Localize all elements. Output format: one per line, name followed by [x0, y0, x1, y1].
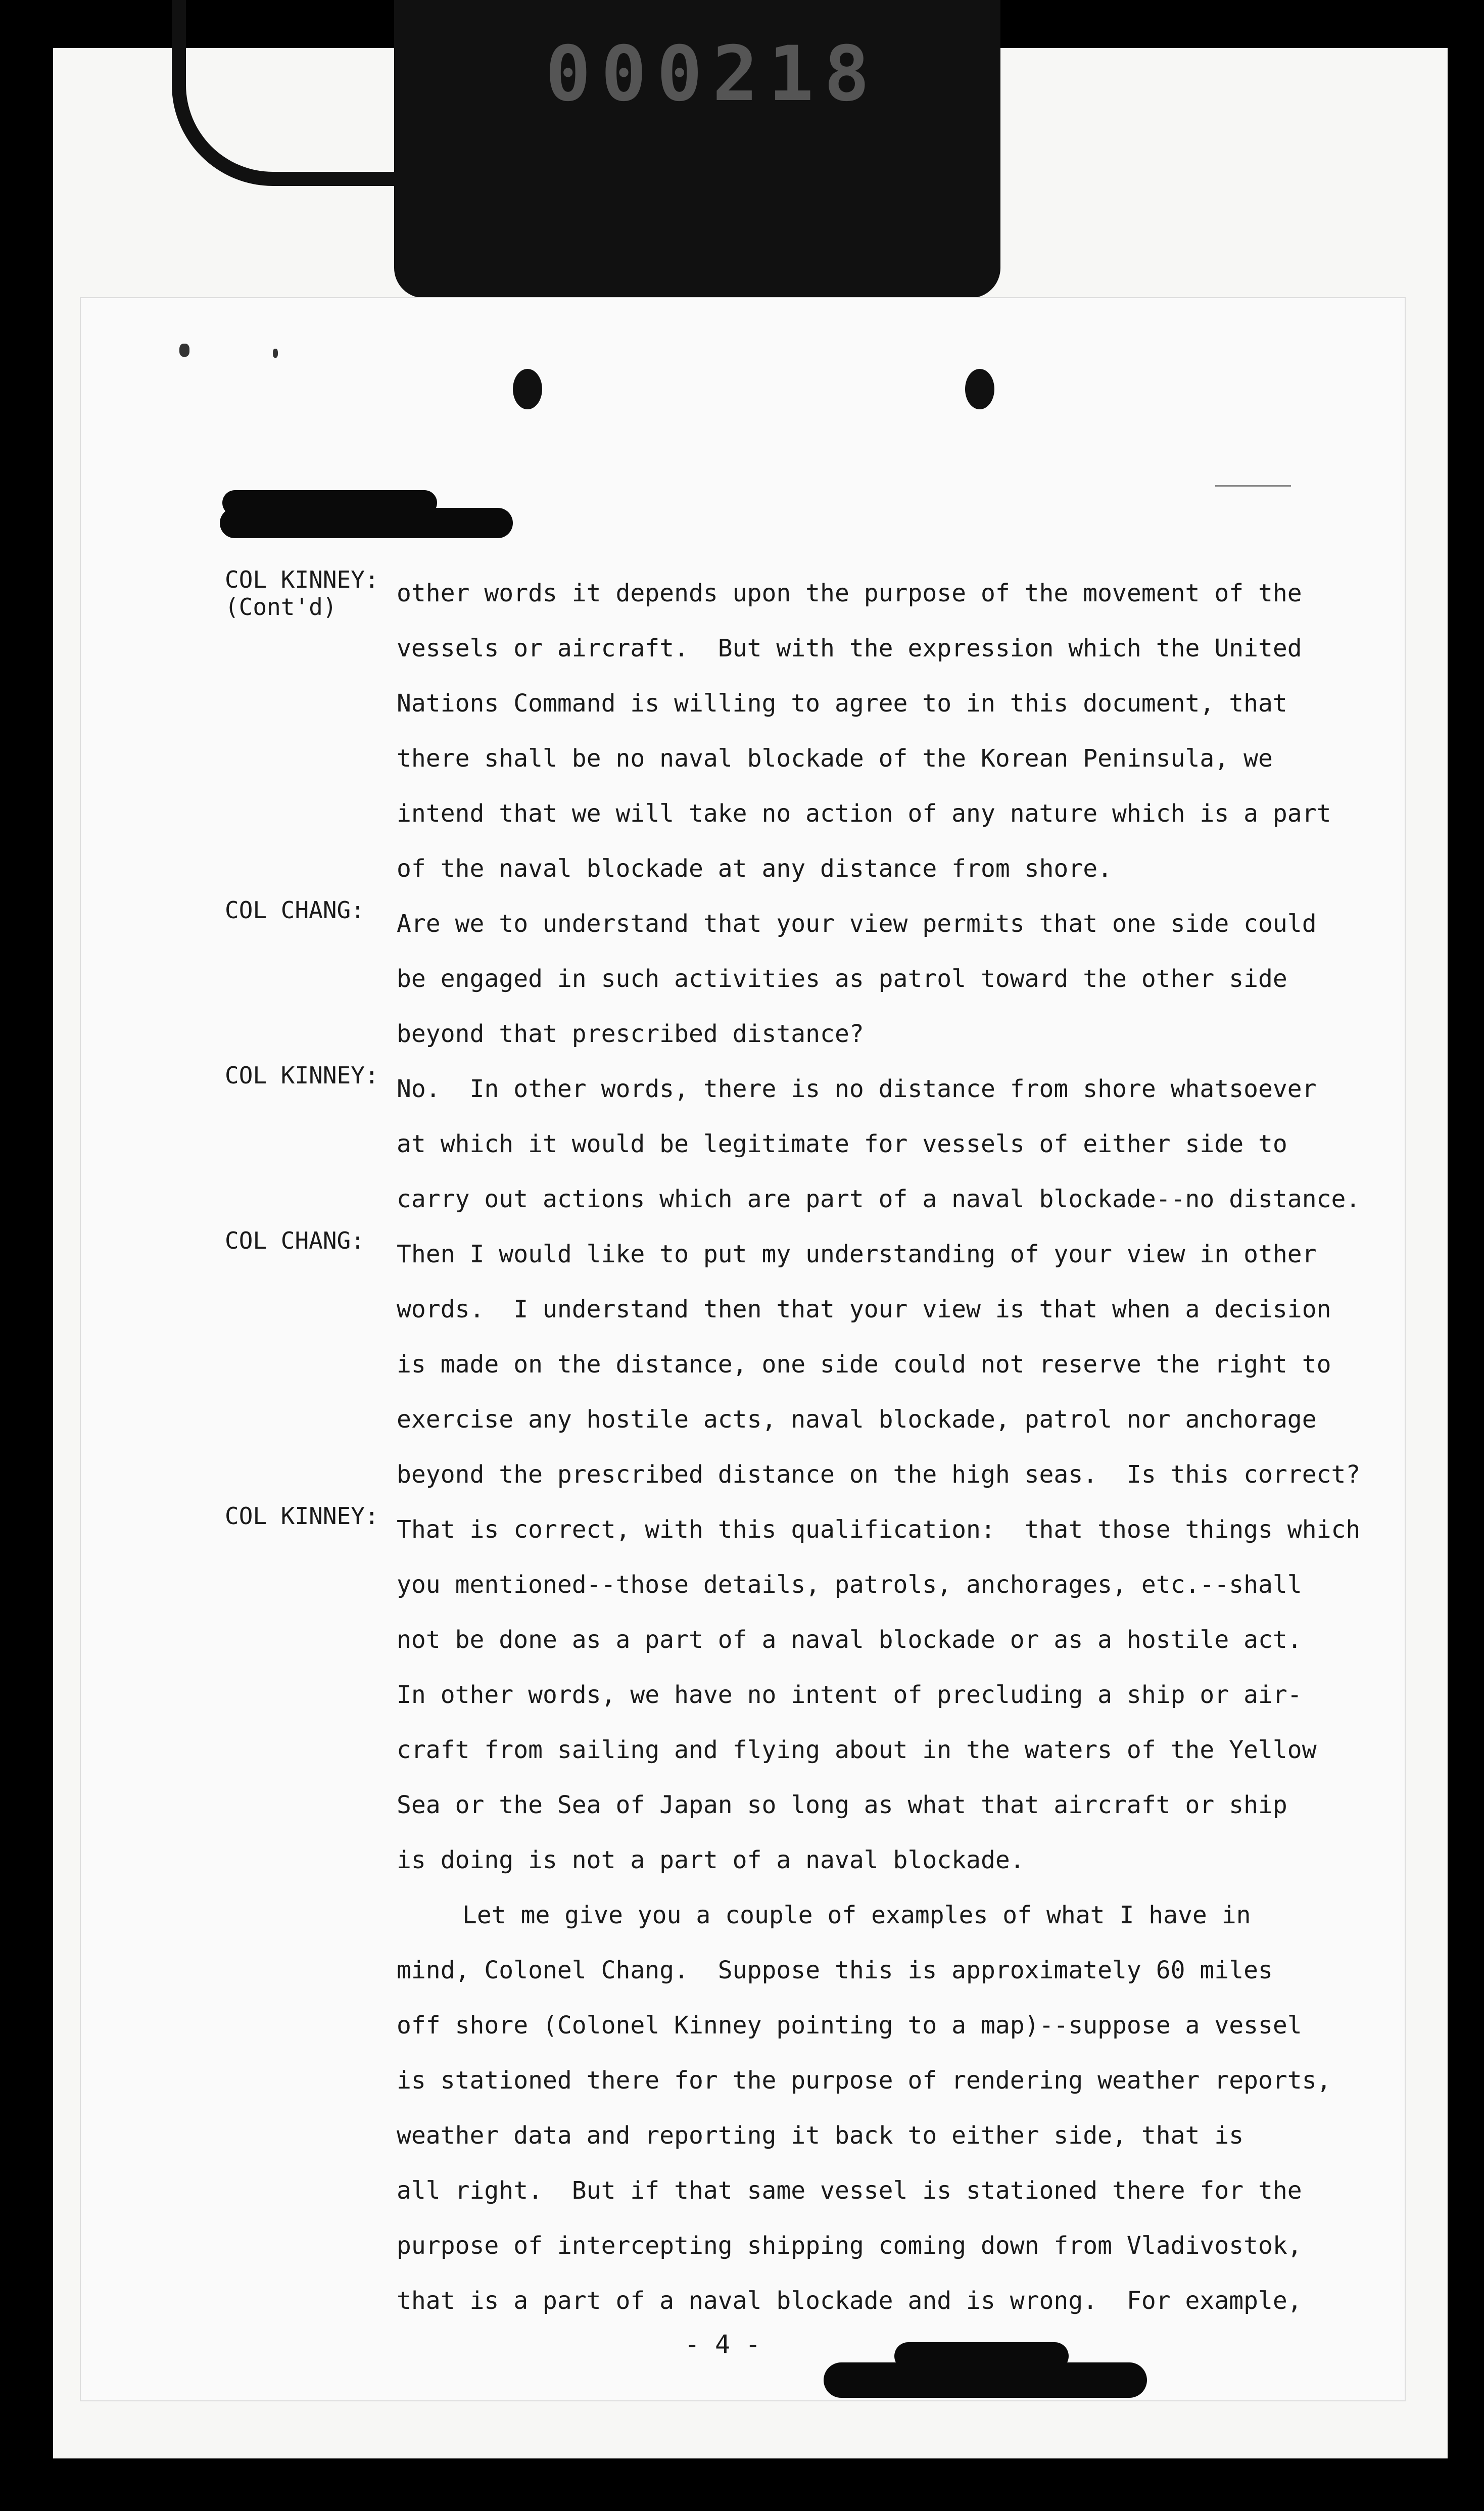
- text-line: that is a part of a naval blockade and is wrong. For example,: [397, 2287, 1302, 2315]
- speaker-name: COL CHANG:: [225, 896, 365, 924]
- document-page: [81, 298, 1405, 2400]
- text-line: you mentioned--those details, patrols, anchorages, etc.--shall: [397, 1571, 1302, 1599]
- text-line: is stationed there for the purpose of rendering weather reports,: [397, 2066, 1331, 2095]
- speech-text: [397, 1062, 1402, 1227]
- speech-text: [397, 896, 1402, 1062]
- text-line: Are we to understand that your view permits that one side could: [397, 910, 1317, 938]
- classification-redaction-bottom: [824, 2362, 1147, 2398]
- text-line: there shall be no naval blockade of the Korean Peninsula, we: [397, 744, 1273, 773]
- speech-text: [397, 566, 1402, 896]
- speck-mark: [179, 344, 189, 357]
- text-line: carry out actions which are part of a naval blockade--no distance.: [397, 1185, 1361, 1213]
- pen-mark: [1215, 485, 1291, 487]
- speaker-name: COL KINNEY:: [225, 566, 379, 593]
- speaker-label: [225, 896, 397, 1062]
- speech-text: [397, 1227, 1402, 1502]
- text-line: of the naval blockade at any distance from shore.: [397, 855, 1113, 883]
- text-line: mind, Colonel Chang. Suppose this is approximately 60 miles: [397, 1956, 1273, 1984]
- text-line: beyond that prescribed distance?: [397, 1020, 864, 1048]
- text-line: craft from sailing and flying about in the waters of the Yellow: [397, 1736, 1317, 1764]
- speaker-label: [225, 1502, 397, 2329]
- speaker-name: COL CHANG:: [225, 1227, 365, 1254]
- text-line: intend that we will take no action of any nature which is a part: [397, 799, 1331, 828]
- speaker-name: COL KINNEY:: [225, 1502, 379, 1530]
- transcript-entry: [225, 1502, 1402, 2329]
- text-line: Sea or the Sea of Japan so long as what that aircraft or ship: [397, 1791, 1287, 1819]
- text-line: In other words, we have no intent of precluding a ship or air-: [397, 1681, 1302, 1709]
- text-line: is made on the distance, one side could not reserve the right to: [397, 1350, 1331, 1379]
- text-line: vessels or aircraft. But with the expression which the United: [397, 634, 1302, 662]
- transcript-entry: [225, 896, 1402, 1062]
- text-line: at which it would be legitimate for vessels of either side to: [397, 1130, 1287, 1158]
- text-line: not be done as a part of a naval blockade or as a hostile act.: [397, 1626, 1302, 1654]
- text-line: purpose of intercepting shipping coming down from Vladivostok,: [397, 2232, 1302, 2260]
- transcript-entry: [225, 1062, 1402, 1227]
- speaker-name: COL KINNEY:: [225, 1062, 379, 1089]
- text-line: other words it depends upon the purpose of the movement of the: [397, 579, 1302, 607]
- frame-number: 000218: [545, 30, 880, 118]
- text-line: exercise any hostile acts, naval blockade, patrol nor anchorage: [397, 1405, 1317, 1434]
- text-line: No. In other words, there is no distance from shore whatsoever: [397, 1075, 1317, 1103]
- text-line: off shore (Colonel Kinney pointing to a map)--suppose a vessel: [397, 2011, 1302, 2040]
- speaker-label: [225, 1227, 397, 1502]
- speaker-label: [225, 566, 397, 896]
- text-line: That is correct, with this qualification: that those things which: [397, 1515, 1361, 1544]
- text-line: Then I would like to put my understanding of your view in other: [397, 1240, 1317, 1268]
- punch-hole: [965, 369, 994, 409]
- text-line: Nations Command is willing to agree to in this document, that: [397, 689, 1287, 718]
- speech-text: [397, 1502, 1402, 2329]
- text-line: Let me give you a couple of examples of what I have in: [462, 1901, 1251, 1929]
- text-line: is doing is not a part of a naval blockade.: [397, 1846, 1025, 1874]
- transcript-entry: [225, 1227, 1402, 1502]
- speck-mark: [273, 349, 278, 358]
- punch-hole: [513, 369, 542, 409]
- speaker-label: [225, 1062, 397, 1227]
- text-line: be engaged in such activities as patrol toward the other side: [397, 965, 1287, 993]
- page-number: - 4 -: [684, 2330, 761, 2359]
- text-line: weather data and reporting it back to either side, that is: [397, 2121, 1244, 2150]
- text-line: beyond the prescribed distance on the high seas. Is this correct?: [397, 1460, 1361, 1489]
- speaker-continued-note: (Cont'd): [225, 593, 337, 621]
- text-line: words. I understand then that your view is that when a decision: [397, 1295, 1331, 1323]
- transcript-entry: [225, 566, 1402, 896]
- classification-redaction-top: [220, 508, 513, 538]
- text-line: all right. But if that same vessel is stationed there for the: [397, 2176, 1302, 2205]
- transcript: [225, 566, 1402, 2329]
